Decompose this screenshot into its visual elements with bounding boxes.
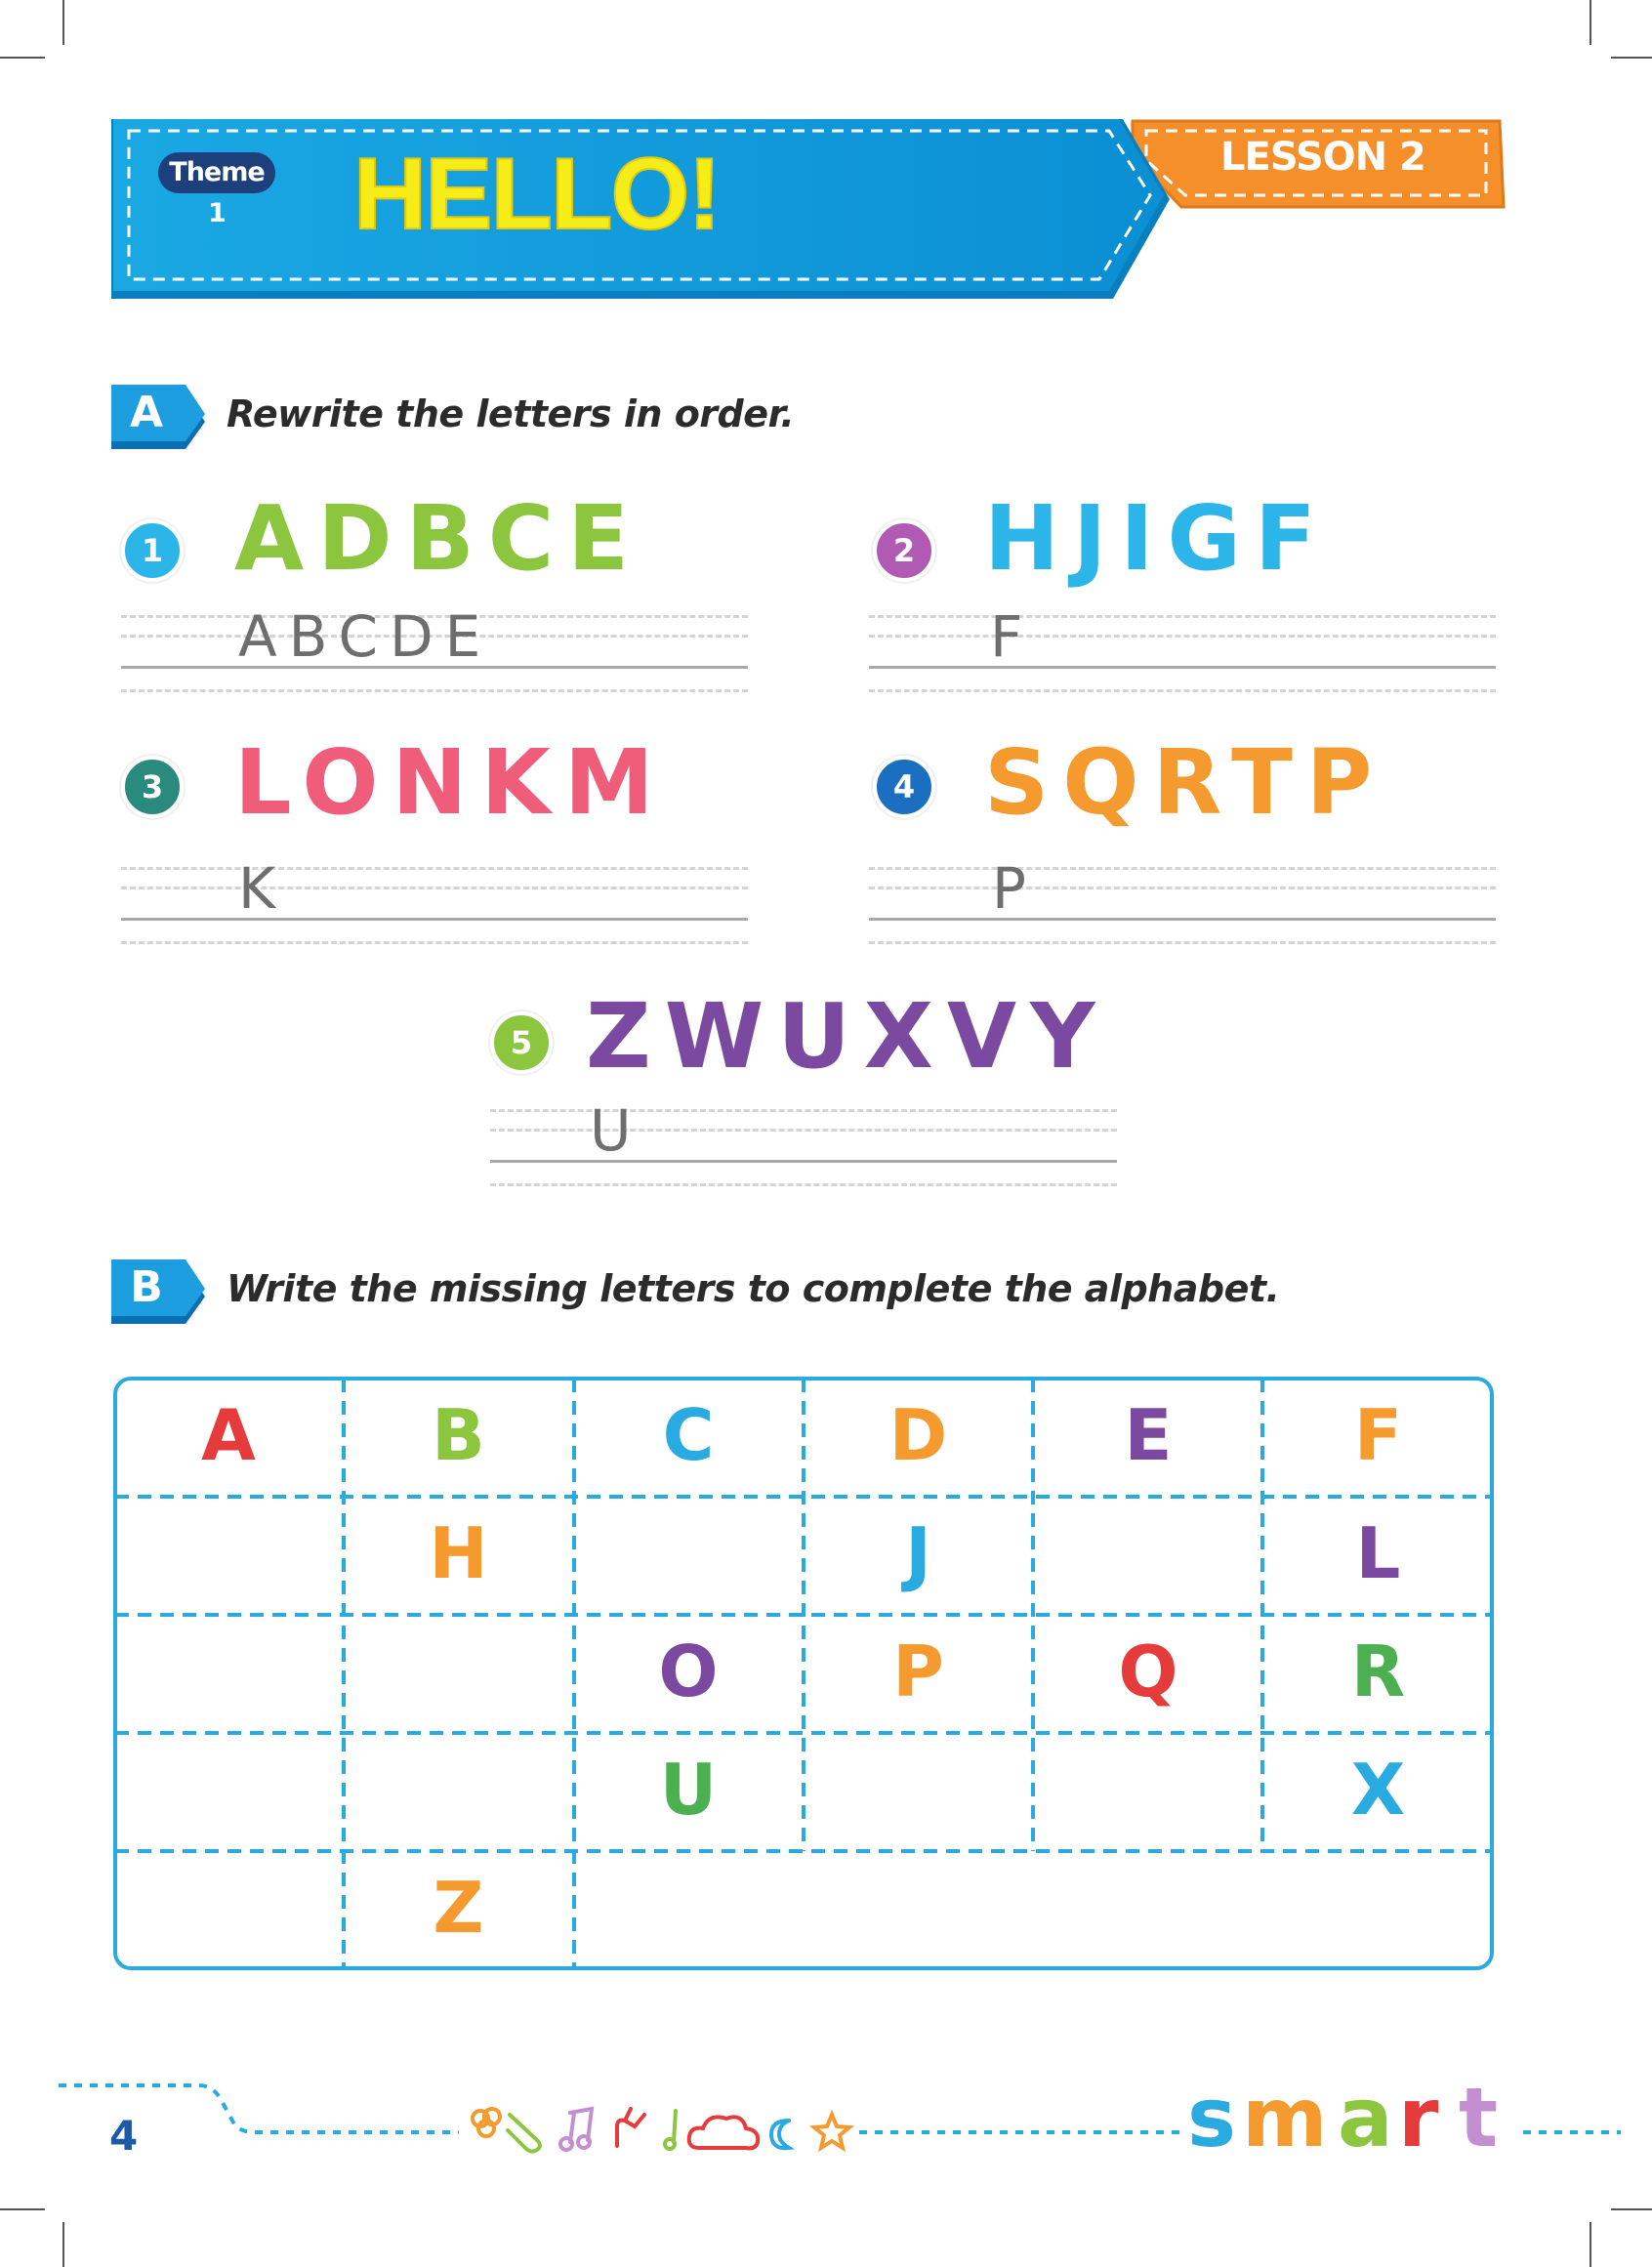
badge-letter: B (130, 1262, 163, 1312)
note-icon (665, 2111, 676, 2149)
alphabet-letter: H (429, 1512, 488, 1594)
item-number: 4 (873, 756, 935, 818)
crop-mark (0, 2208, 45, 2210)
scrambled-letters: ZWUXVY (586, 984, 1109, 1089)
crop-mark (62, 2222, 64, 2267)
alphabet-letter: X (1350, 1749, 1406, 1831)
alphabet-letter: E (1124, 1394, 1173, 1476)
alphabet-letter: F (1353, 1394, 1403, 1476)
writing-lines (869, 615, 1496, 699)
alphabet-letter: L (1355, 1512, 1401, 1594)
section-a-badge (111, 385, 209, 449)
page-title: HELLO! (353, 138, 721, 251)
section-a-instruction: Rewrite the letters in order. (227, 392, 795, 435)
brand-letter: r (1398, 2070, 1439, 2165)
brand-letter: a (1338, 2070, 1393, 2165)
cloud-icon (689, 2117, 759, 2148)
answer-text: F (990, 603, 1035, 670)
alphabet-letter: J (905, 1512, 931, 1594)
alphabet-letter: C (662, 1394, 715, 1476)
scrambled-letters: SQRTP (984, 730, 1386, 835)
music-note-icon (560, 2109, 592, 2150)
alphabet-grid (113, 1377, 1494, 1970)
alphabet-letter: R (1350, 1630, 1406, 1712)
answer-text: ABCDE (238, 603, 493, 670)
answer-text: U (590, 1097, 643, 1164)
theme-pill: Theme 1 (158, 152, 275, 193)
alphabet-letter: U (659, 1749, 718, 1831)
answer-text: K (238, 855, 288, 922)
item-number: 2 (873, 519, 935, 582)
scrambled-letters: ADBCE (234, 486, 643, 591)
brand-letter: m (1242, 2070, 1328, 2165)
item-number: 3 (121, 756, 184, 818)
item-number: 5 (490, 1011, 553, 1074)
alphabet-letter: Q (1118, 1630, 1178, 1712)
writing-lines (121, 867, 748, 951)
alphabet-letter: P (892, 1630, 944, 1712)
alphabet-letter: A (201, 1394, 256, 1476)
scrambled-letters: LONKM (234, 730, 668, 835)
item-number: 1 (121, 519, 184, 582)
scrambled-letters: HJIGF (984, 486, 1330, 591)
lesson-label: LESSON 2 (1220, 135, 1425, 180)
alphabet-letter: D (888, 1394, 948, 1476)
page-number: 4 (109, 2112, 139, 2160)
crop-mark (1611, 2208, 1652, 2210)
crop-mark (1590, 2222, 1591, 2267)
moon-icon (771, 2121, 789, 2148)
flower-icon (473, 2109, 500, 2136)
alphabet-letter: Z (433, 1867, 484, 1949)
writing-lines (490, 1109, 1117, 1193)
writing-lines (869, 867, 1496, 951)
badge-letter: A (129, 388, 164, 437)
hand-icon (617, 2109, 644, 2146)
alphabet-letter: O (658, 1630, 719, 1712)
section-b-instruction: Write the missing letters to complete the alphabet. (227, 1267, 1280, 1310)
star-icon (814, 2115, 849, 2148)
brand-letter: t (1459, 2070, 1499, 2165)
brand-letter: s (1187, 2070, 1236, 2165)
alphabet-letter: B (432, 1394, 485, 1476)
answer-text: P (992, 855, 1038, 922)
paperclip-icon (508, 2115, 540, 2152)
section-b-badge (111, 1259, 209, 1324)
